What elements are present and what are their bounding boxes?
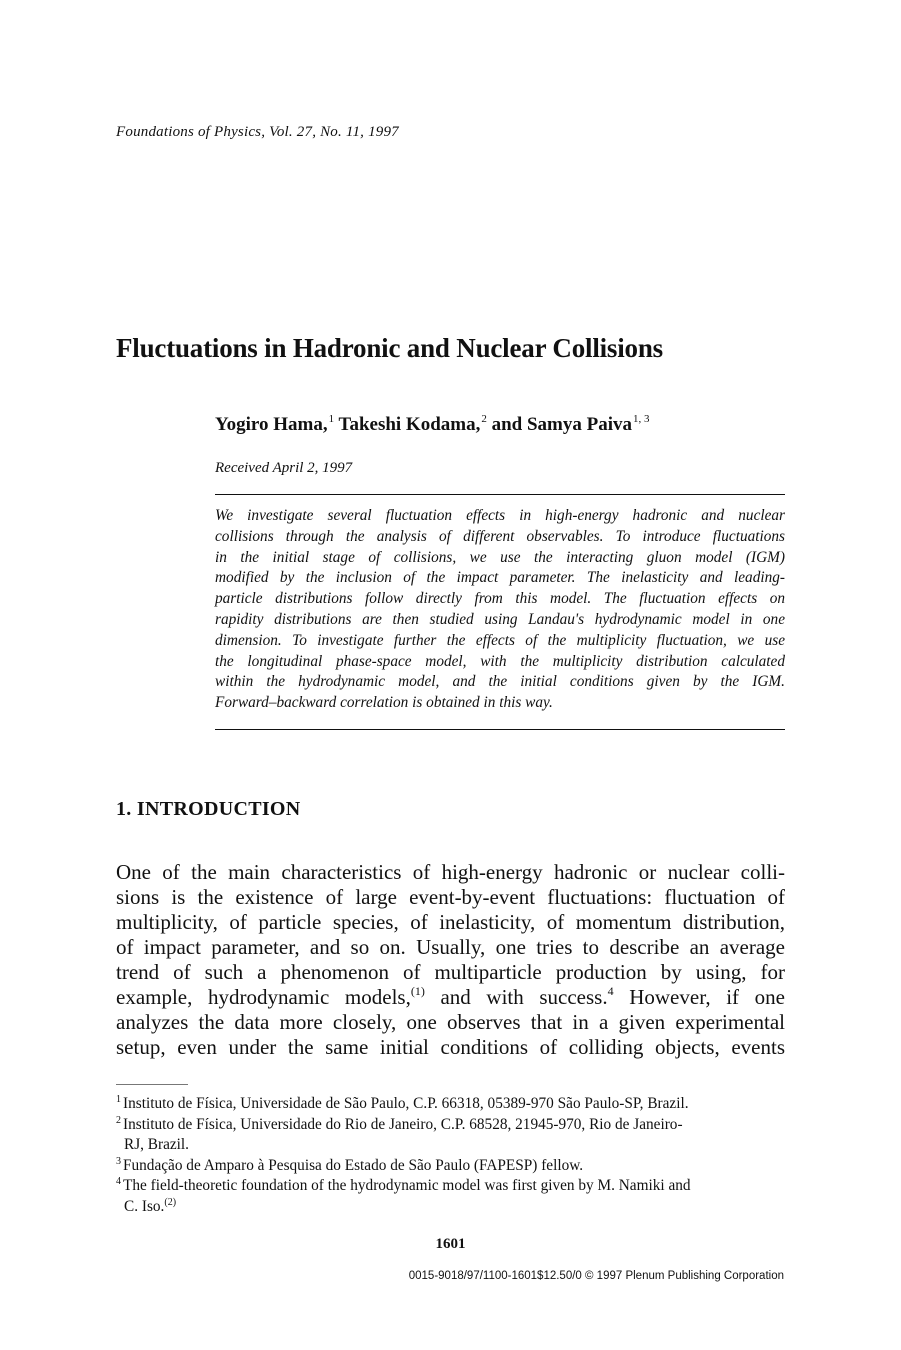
body-text-segment: example, hydrodynamic models, — [116, 985, 411, 1009]
footnote-text: Fundação de Amparo à Pesquisa do Estado de São Paulo (FAPESP) fellow. — [123, 1156, 584, 1174]
body-text-segment: However, if one — [613, 985, 785, 1009]
footnote-number: 1 — [116, 1094, 121, 1105]
body-line: analyzes the data more closely, one observes that in a given experimental — [116, 1010, 785, 1034]
introduction-paragraph — [116, 860, 785, 1060]
abstract-line: collisions through the analysis of different observables. To introduce fluctuations — [215, 527, 785, 545]
body-line: multiplicity, of particle species, of inelasticity, of momentum distribution, — [116, 910, 785, 934]
author-affiliation-ref: 1, 3 — [633, 413, 650, 425]
footnote-ref: 4 — [607, 984, 614, 998]
abstract-line: Forward–backward correlation is obtained in this way. — [215, 694, 553, 712]
body-line: setup, even under the same initial conditions of colliding objects, events — [116, 1035, 785, 1059]
footnote-text: The field-theoretic foundation of the hydrodynamic model was first given by M. Namiki and — [123, 1177, 691, 1194]
footnote — [116, 1094, 786, 1115]
journal-citation: Foundations of Physics, Vol. 27, No. 11, 1997 — [116, 124, 399, 140]
footnote — [116, 1176, 786, 1197]
footnote-number: 3 — [116, 1155, 121, 1167]
body-line: of impact parameter, and so on. Usually, one tries to describe an average — [116, 935, 785, 959]
abstract-line: rapidity distributions are then studied using Landau's hydrodynamic model in one — [215, 610, 785, 628]
footnote-separator — [116, 1084, 188, 1085]
received-date: Received April 2, 1997 — [215, 460, 353, 476]
footnote-number: 4 — [116, 1176, 121, 1187]
abstract-line: particle distributions follow directly from this model. The fluctuation effects on — [215, 590, 785, 608]
footnote-text: Instituto de Física, Universidade do Rio de Janeiro, C.P. 68528, 21945-970, Rio de Janeiro- — [123, 1115, 683, 1133]
abstract-line: modified by the inclusion of the impact parameter. The inelasticity and leading- — [215, 569, 785, 587]
abstract-top-rule — [215, 494, 785, 495]
footnote-continuation: RJ, Brazil. — [124, 1136, 190, 1153]
citation-ref: (2) — [164, 1196, 177, 1208]
section-heading: 1. INTRODUCTION — [116, 798, 301, 820]
body-text-segment: and with success. — [424, 985, 608, 1009]
body-line: sions is the existence of large event-by-event fluctuations: fluctuation of — [116, 885, 785, 909]
abstract-bottom-rule — [215, 729, 785, 730]
footnote-text: Instituto de Física, Universidade de São Paulo, C.P. 66318, 05389-970 São Paulo-SP, Brazil. — [123, 1095, 689, 1112]
footnotes — [116, 1094, 786, 1217]
author-affiliation-ref: 2 — [481, 413, 487, 425]
paper-title: Fluctuations in Hadronic and Nuclear Collisions — [116, 333, 663, 363]
footnote — [116, 1156, 786, 1177]
body-line: trend of such a phenomenon of multiparticle production by using, for — [116, 960, 785, 984]
abstract-line: within the hydrodynamic model, and the initial conditions given by the IGM. — [215, 673, 785, 691]
author-name: Takeshi Kodama, — [338, 414, 481, 435]
author-name: Yogiro Hama, — [215, 414, 328, 435]
footnote-continuation — [116, 1197, 786, 1218]
abstract — [215, 506, 785, 714]
author-list — [215, 413, 650, 436]
abstract-line: the longitudinal phase-space model, with the multiplicity distribution calculated — [215, 652, 785, 670]
footnote — [116, 1115, 786, 1136]
abstract-line: We investigate several fluctuation effects in high-energy hadronic and nuclear — [215, 507, 785, 524]
author-affiliation-ref: 1 — [328, 413, 335, 425]
abstract-line: dimension. To investigate further the effects of the multiplicity fluctuation, we use — [215, 631, 785, 649]
citation-ref: (1) — [410, 984, 425, 998]
page-number: 1601 — [435, 1236, 466, 1252]
abstract-line: in the initial stage of collisions, we use the interacting gluon model (IGM) — [215, 548, 785, 566]
body-line: One of the main characteristics of high-energy hadronic or nuclear colli- — [116, 860, 785, 884]
body-line — [116, 985, 785, 1010]
footnote-number: 2 — [116, 1114, 121, 1126]
copyright-line: 0015-9018/97/1100-1601$12.50/0 © 1997 Plenum Publishing Corporation — [408, 1270, 784, 1282]
footnote-text: C. Iso. — [124, 1197, 165, 1215]
author-name: and Samya Paiva — [491, 414, 633, 435]
